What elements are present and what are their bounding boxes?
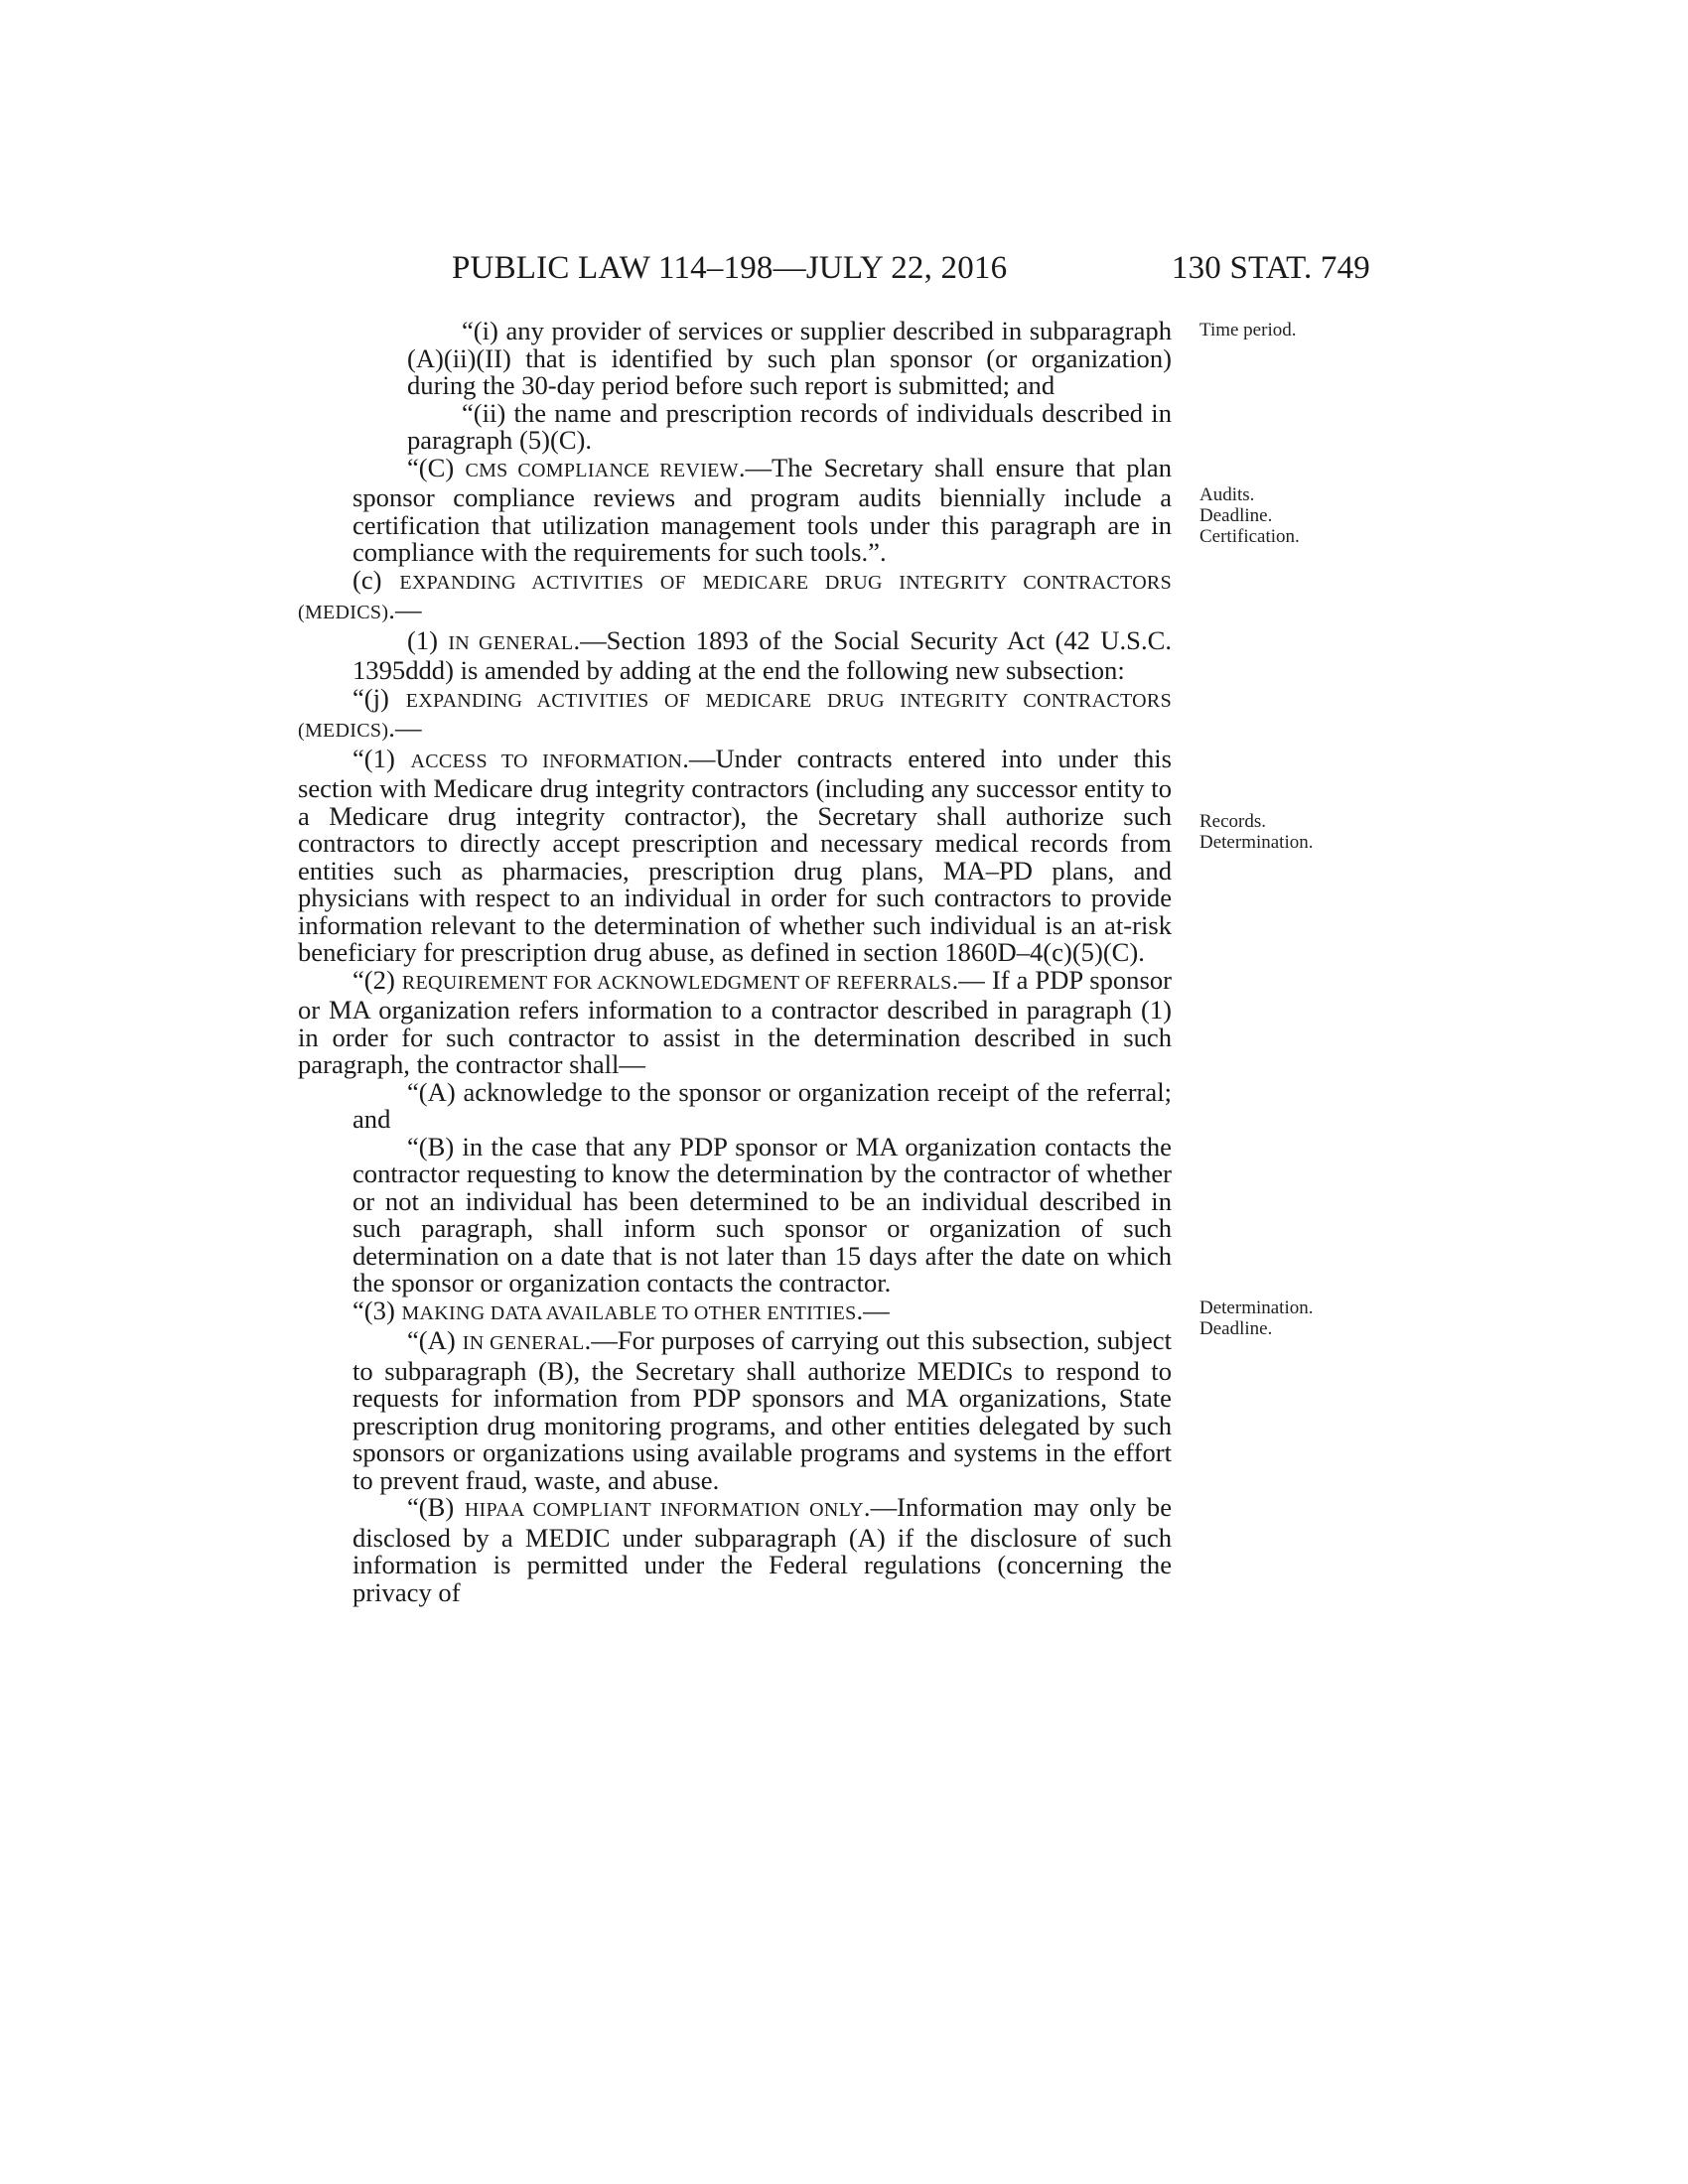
heading: MAKING DATA AVAILABLE TO OTHER ENTITIES	[401, 1301, 857, 1324]
subparagraph-c: “(C) CMS COMPLIANCE REVIEW.—The Secretary shall ensure that plan sponsor compliance reviews and program audits biennially include a certification that utilization management tools under this paragraph are in compliance with the requirements for such tools.”.	[352, 452, 1172, 567]
clause-ii: “(ii) the name and prescription records of individuals described in paragraph (5)(C).	[407, 397, 1172, 455]
heading: ACCESS TO INFORMATION	[410, 750, 683, 772]
heading: IN GENERAL	[462, 1332, 585, 1354]
paragraph-j2: “(2) REQUIREMENT FOR ACKNOWLEDGMENT OF REFERRALS.— If a PDP sponsor or MA organization refers information to a contractor described in paragraph (1) in order for such contractor to assist in the determination described in such paragraph, the contractor shall—	[298, 964, 1172, 1079]
page-number: 130 STAT. 749	[1171, 250, 1370, 286]
margin-note-audits: Audits. Deadline. Certification.	[1199, 484, 1300, 547]
running-head: PUBLIC LAW 114–198—JULY 22, 2016	[452, 250, 1008, 286]
paragraph-j1: “(1) ACCESS TO INFORMATION.—Under contracts entered into under this section with Medicare drug integrity contractors (including any successor entity to a Medicare drug integrity contractor), the Secretary shall authorize such contractors to directly accept prescription and necessary medical records from entities such as pharmacies, prescription drug plans, MA–PD plans, and physicians with respect to an individual in order for such contractors to provide information relevant to the determination of whether such individual is an at-risk beneficiary for prescription drug abuse, as defined in section 1860D–4(c)(5)(C).	[298, 743, 1173, 967]
page-header	[452, 250, 1370, 290]
subparagraph-j3b: “(B) HIPAA COMPLIANT INFORMATION ONLY.—Information may only be disclosed by a MEDIC under subparagraph (A) if the disclosure of such information is permitted under the Federal regulations (concerning the privacy of	[352, 1492, 1172, 1607]
heading: REQUIREMENT FOR ACKNOWLEDGMENT OF REFERRALS	[401, 971, 952, 994]
margin-note-records: Records. Determination.	[1199, 811, 1314, 853]
margin-note-determination: Determination. Deadline.	[1199, 1297, 1314, 1339]
heading: IN GENERAL	[448, 631, 574, 654]
subparagraph-j2a: “(A) acknowledge to the sponsor or organization receipt of the referral; and	[352, 1076, 1172, 1134]
subsection-c: (c) EXPANDING ACTIVITIES OF MEDICARE DRUG INTEGRITY CONTRACTORS (MEDICS).—	[298, 564, 1172, 624]
heading: EXPANDING ACTIVITIES OF MEDICARE DRUG INTEGRITY CONTRACTORS (MEDICS)	[298, 689, 1172, 742]
subparagraph-j3a: “(A) IN GENERAL.—For purposes of carrying out this subsection, subject to subparagraph (B), the Secretary shall authorize MEDICs to respond to requests for information from PDP sponsors and MA organizations, State prescription drug monitoring programs, and other entities delegated by such sponsors or organizations using available programs and systems in the effort to prevent fraud, waste, and abuse.	[352, 1325, 1172, 1495]
subparagraph-j2b: “(B) in the case that any PDP sponsor or MA organization contacts the contractor requesting to know the determination by the contractor of whether or not an individual has been determined to be an individual described in such paragraph, shall inform such sponsor or organization of such determination on a date that is not later than 15 days after the date on which the sponsor or organization contacts the contractor.	[352, 1131, 1172, 1297]
subsection-j: “(j) EXPANDING ACTIVITIES OF MEDICARE DRUG INTEGRITY CONTRACTORS (MEDICS).—	[298, 682, 1172, 743]
heading: CMS COMPLIANCE REVIEW	[465, 459, 739, 481]
statute-text	[298, 318, 1172, 1606]
paragraph-j3: “(3) MAKING DATA AVAILABLE TO OTHER ENTITIES.—	[352, 1295, 890, 1325]
margin-note-time-period: Time period.	[1199, 320, 1297, 341]
paragraph-1: (1) IN GENERAL.—Section 1893 of the Social Security Act (42 U.S.C. 1395ddd) is amended by adding at the end the following new subsection:	[352, 624, 1172, 685]
heading: HIPAA COMPLIANT INFORMATION ONLY	[464, 1499, 864, 1521]
clause-i: “(i) any provider of services or supplier described in subparagraph (A)(ii)(II) that is identified by such plan sponsor (or organization) during the 30-day period before such report is submitted; and	[407, 316, 1172, 400]
heading: EXPANDING ACTIVITIES OF MEDICARE DRUG INTEGRITY CONTRACTORS (MEDICS)	[298, 571, 1172, 623]
